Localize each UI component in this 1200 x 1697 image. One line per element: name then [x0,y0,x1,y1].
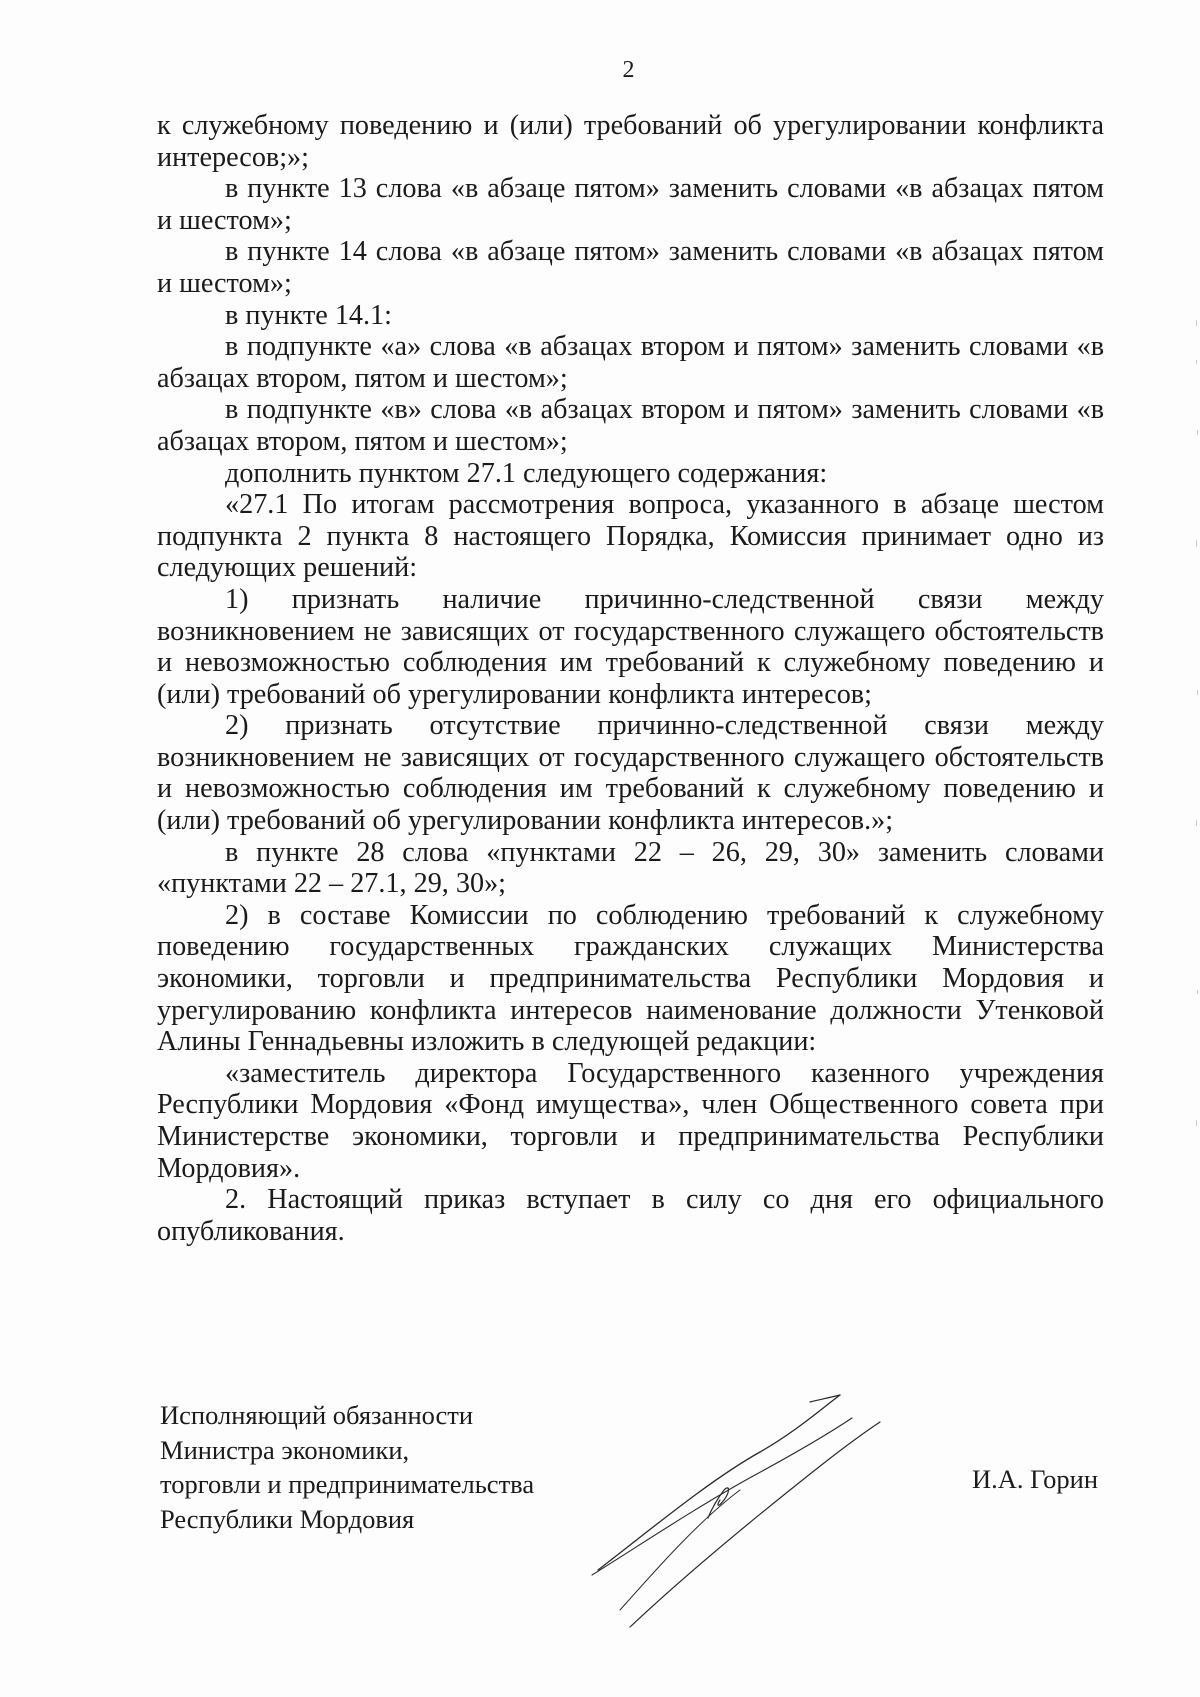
scan-edge-specks [1194,300,1200,1200]
paragraph: в пункте 14.1: [225,299,392,331]
paragraph: «27.1 По итогам рассмотрения вопроса, указанного в абзаце шестом подпункта 2 пункта 8 настоящего Порядка, Комиссия принимает одно из следующих решений: [157,489,1104,584]
paragraph: к служебному поведению и (или) требований об урегулировании конфликта интересов;»; [157,110,1104,173]
handwritten-signature [590,1380,920,1630]
paragraph: в подпункте «в» слова «в абзацах втором и пятом» заменить словами «в абзацах втором, пятом и шестом»; [157,394,1104,457]
paragraph: дополнить пунктом 27.1 следующего содержания: [225,457,828,489]
signer-name: И.А. Горин [972,1464,1099,1494]
signer-position-line: Республики Мордовия [160,1503,415,1534]
page-number: 2 [622,57,635,83]
paragraph: «заместитель директора Государственного казенного учреждения Республики Мордовия «Фонд имущества», член Общественного совета при Министерстве экономики, торговли и предпринимательства Республики Мордовия». [157,1057,1104,1184]
signer-position-line: торговли и предпринимательства [160,1469,535,1499]
paragraph: в подпункте «а» слова «в абзацах втором и пятом» заменить словами «в абзацах втором, пятом и шестом»; [157,331,1104,394]
document-body [157,110,1104,1247]
paragraph: в пункте 13 слова «в абзаце пятом» заменить словами «в абзацах пятом и шестом»; [157,173,1104,236]
signature-block [160,1398,534,1536]
paragraph: 2) признать отсутствие причинно-следственной связи между возникновением не зависящих от государственного служащего обстоятельств и невозможностью соблюдения им требований к служебному поведению и (или) требований об урегулировании конфликта интересов.»; [157,710,1104,837]
paragraph: 1) признать наличие причинно-следственной связи между возникновением не зависящих от государственного служащего обстоятельств и невозможностью соблюдения им требований к служебному поведению и (или) требований об урегулировании конфликта интересов; [157,583,1104,710]
signer-position-line: Министра экономики, [160,1434,410,1465]
signer-position-line: Исполняющий обязанности [160,1400,474,1430]
paragraph: в пункте 28 слова «пунктами 22 – 26, 29, 30» заменить словами «пунктами 22 – 27.1, 29, 30»; [157,836,1104,900]
paragraph: 2) в составе Комиссии по соблюдению требований к служебному поведению государственных гражданских служащих Министерства экономики, торговли и предпринимательства Республики Мордовия и урегулированию конфликта интересов наименование должности Утенковой Алины Геннадьевны изложить в следующей редакции: [157,899,1104,1058]
paragraph: в пункте 14 слова «в абзаце пятом» заменить словами «в абзацах пятом и шестом»; [157,236,1104,299]
paragraph: 2. Настоящий приказ вступает в силу со дня его официального опубликования. [157,1184,1104,1247]
